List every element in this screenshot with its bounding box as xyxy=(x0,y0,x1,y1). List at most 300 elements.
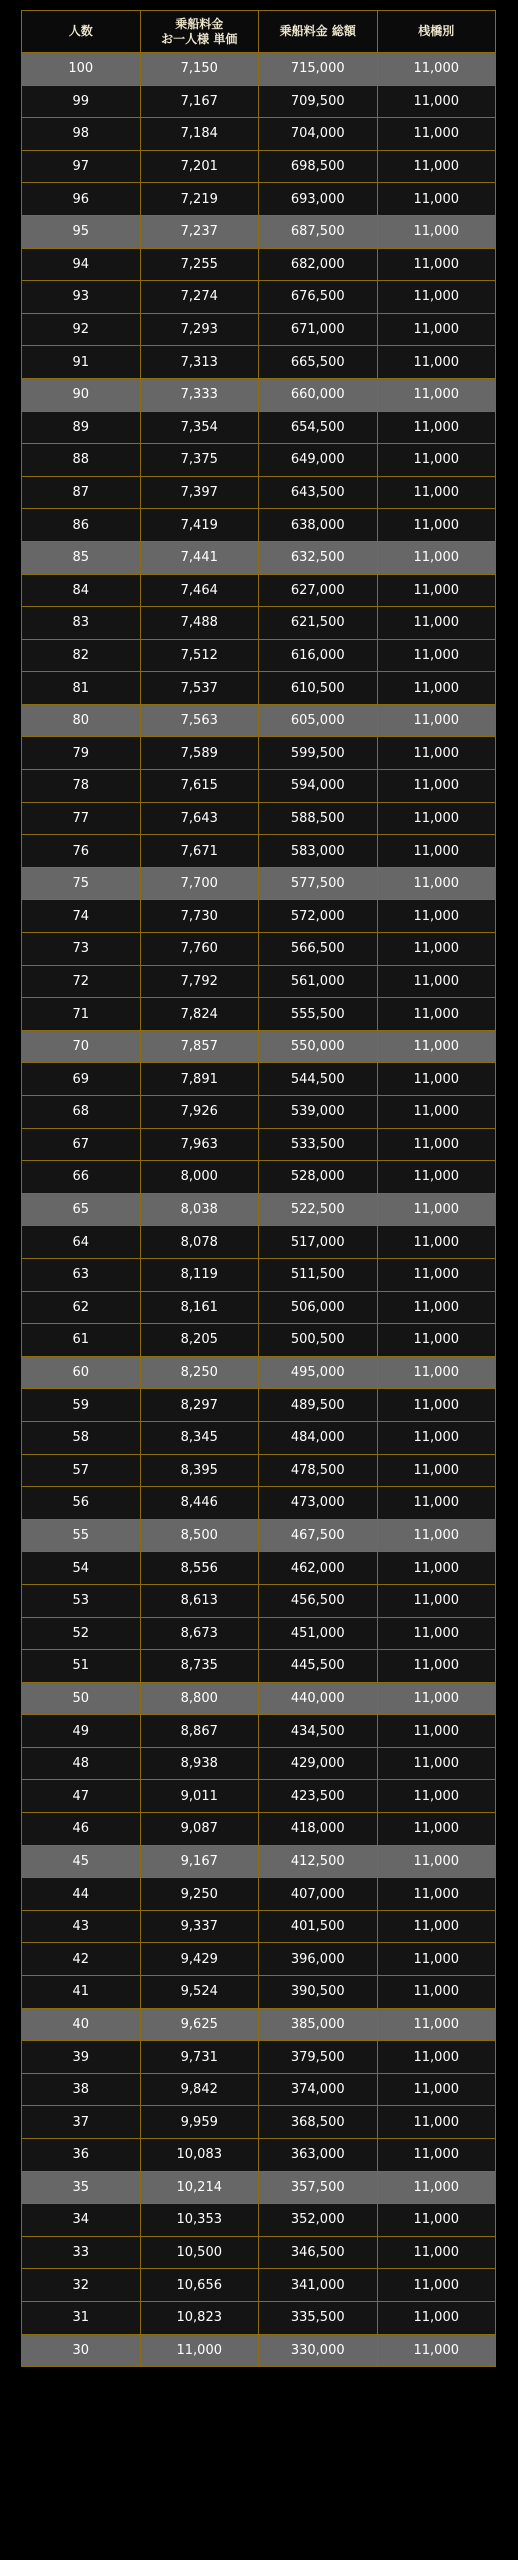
cell-total-fee: 616,000 xyxy=(259,639,378,672)
cell-people: 73 xyxy=(22,933,141,966)
cell-unit-price: 7,963 xyxy=(140,1128,259,1161)
cell-pier-fee: 11,000 xyxy=(377,2204,496,2237)
cell-pier-fee: 11,000 xyxy=(377,607,496,640)
cell-pier-fee: 11,000 xyxy=(377,53,496,86)
cell-total-fee: 330,000 xyxy=(259,2334,378,2367)
table-row xyxy=(22,411,496,444)
cell-total-fee: 682,000 xyxy=(259,248,378,281)
cell-total-fee: 693,000 xyxy=(259,183,378,216)
cell-total-fee: 418,000 xyxy=(259,1813,378,1846)
cell-people: 48 xyxy=(22,1747,141,1780)
cell-pier-fee: 11,000 xyxy=(377,313,496,346)
cell-people: 55 xyxy=(22,1519,141,1552)
cell-pier-fee: 11,000 xyxy=(377,672,496,705)
table-row xyxy=(22,1976,496,2009)
cell-unit-price: 9,087 xyxy=(140,1813,259,1846)
cell-pier-fee: 11,000 xyxy=(377,2301,496,2334)
cell-total-fee: 429,000 xyxy=(259,1747,378,1780)
cell-total-fee: 484,000 xyxy=(259,1421,378,1454)
cell-pier-fee: 11,000 xyxy=(377,1715,496,1748)
cell-people: 71 xyxy=(22,998,141,1031)
cell-pier-fee: 11,000 xyxy=(377,1976,496,2009)
cell-pier-fee: 11,000 xyxy=(377,770,496,803)
cell-total-fee: 539,000 xyxy=(259,1096,378,1129)
cell-unit-price: 7,643 xyxy=(140,802,259,835)
cell-people: 77 xyxy=(22,802,141,835)
table-row xyxy=(22,1128,496,1161)
cell-total-fee: 390,500 xyxy=(259,1976,378,2009)
cell-unit-price: 7,730 xyxy=(140,900,259,933)
cell-unit-price: 7,700 xyxy=(140,867,259,900)
cell-pier-fee: 11,000 xyxy=(377,1878,496,1911)
table-row xyxy=(22,1910,496,1943)
table-row xyxy=(22,1324,496,1357)
cell-unit-price: 7,419 xyxy=(140,509,259,542)
cell-pier-fee: 11,000 xyxy=(377,281,496,314)
cell-people: 76 xyxy=(22,835,141,868)
cell-people: 31 xyxy=(22,2301,141,2334)
cell-people: 64 xyxy=(22,1226,141,1259)
cell-unit-price: 8,250 xyxy=(140,1356,259,1389)
cell-unit-price: 7,150 xyxy=(140,53,259,86)
table-row xyxy=(22,444,496,477)
table-row xyxy=(22,1421,496,1454)
cell-people: 45 xyxy=(22,1845,141,1878)
cell-pier-fee: 11,000 xyxy=(377,183,496,216)
cell-total-fee: 462,000 xyxy=(259,1552,378,1585)
cell-pier-fee: 11,000 xyxy=(377,541,496,574)
table-row xyxy=(22,672,496,705)
cell-pier-fee: 11,000 xyxy=(377,346,496,379)
cell-total-fee: 368,500 xyxy=(259,2106,378,2139)
table-row xyxy=(22,965,496,998)
table-row xyxy=(22,150,496,183)
cell-people: 81 xyxy=(22,672,141,705)
cell-people: 36 xyxy=(22,2139,141,2172)
cell-unit-price: 10,083 xyxy=(140,2139,259,2172)
cell-unit-price: 8,867 xyxy=(140,1715,259,1748)
cell-total-fee: 599,500 xyxy=(259,737,378,770)
header-row xyxy=(22,11,496,53)
cell-total-fee: 621,500 xyxy=(259,607,378,640)
cell-people: 49 xyxy=(22,1715,141,1748)
price-table-container xyxy=(21,10,495,2367)
cell-people: 30 xyxy=(22,2334,141,2367)
cell-total-fee: 676,500 xyxy=(259,281,378,314)
cell-unit-price: 8,078 xyxy=(140,1226,259,1259)
cell-pier-fee: 11,000 xyxy=(377,1291,496,1324)
table-header xyxy=(22,11,496,53)
cell-people: 41 xyxy=(22,1976,141,2009)
cell-pier-fee: 11,000 xyxy=(377,2269,496,2302)
cell-people: 87 xyxy=(22,476,141,509)
cell-unit-price: 7,926 xyxy=(140,1096,259,1129)
cell-people: 40 xyxy=(22,2008,141,2041)
cell-people: 98 xyxy=(22,118,141,151)
cell-pier-fee: 11,000 xyxy=(377,900,496,933)
cell-people: 35 xyxy=(22,2171,141,2204)
table-row xyxy=(22,1584,496,1617)
table-row xyxy=(22,1813,496,1846)
cell-total-fee: 583,000 xyxy=(259,835,378,868)
cell-pier-fee: 11,000 xyxy=(377,998,496,1031)
cell-pier-fee: 11,000 xyxy=(377,704,496,737)
table-row xyxy=(22,1617,496,1650)
cell-pier-fee: 11,000 xyxy=(377,1552,496,1585)
table-row xyxy=(22,118,496,151)
cell-pier-fee: 11,000 xyxy=(377,1845,496,1878)
cell-people: 95 xyxy=(22,215,141,248)
cell-unit-price: 8,161 xyxy=(140,1291,259,1324)
cell-unit-price: 9,524 xyxy=(140,1976,259,2009)
table-row xyxy=(22,281,496,314)
cell-unit-price: 8,673 xyxy=(140,1617,259,1650)
cell-total-fee: 533,500 xyxy=(259,1128,378,1161)
table-row xyxy=(22,313,496,346)
cell-total-fee: 473,000 xyxy=(259,1487,378,1520)
cell-unit-price: 7,615 xyxy=(140,770,259,803)
cell-total-fee: 374,000 xyxy=(259,2073,378,2106)
cell-unit-price: 7,760 xyxy=(140,933,259,966)
cell-people: 34 xyxy=(22,2204,141,2237)
table-row xyxy=(22,2073,496,2106)
cell-people: 38 xyxy=(22,2073,141,2106)
table-row xyxy=(22,1193,496,1226)
header-people-label: 人数 xyxy=(68,24,93,38)
table-row xyxy=(22,607,496,640)
header-people xyxy=(22,11,141,53)
table-row xyxy=(22,1096,496,1129)
cell-people: 62 xyxy=(22,1291,141,1324)
cell-unit-price: 7,201 xyxy=(140,150,259,183)
cell-unit-price: 7,441 xyxy=(140,541,259,574)
cell-unit-price: 7,255 xyxy=(140,248,259,281)
cell-people: 93 xyxy=(22,281,141,314)
cell-unit-price: 7,333 xyxy=(140,378,259,411)
cell-people: 88 xyxy=(22,444,141,477)
cell-people: 65 xyxy=(22,1193,141,1226)
cell-people: 44 xyxy=(22,1878,141,1911)
cell-unit-price: 8,556 xyxy=(140,1552,259,1585)
cell-pier-fee: 11,000 xyxy=(377,867,496,900)
cell-unit-price: 9,625 xyxy=(140,2008,259,2041)
boarding-fee-table xyxy=(21,10,496,2367)
cell-pier-fee: 11,000 xyxy=(377,1454,496,1487)
cell-total-fee: 709,500 xyxy=(259,85,378,118)
cell-people: 67 xyxy=(22,1128,141,1161)
cell-people: 92 xyxy=(22,313,141,346)
cell-people: 94 xyxy=(22,248,141,281)
cell-pier-fee: 11,000 xyxy=(377,1682,496,1715)
table-row xyxy=(22,541,496,574)
cell-people: 72 xyxy=(22,965,141,998)
cell-pier-fee: 11,000 xyxy=(377,85,496,118)
cell-unit-price: 8,800 xyxy=(140,1682,259,1715)
table-row xyxy=(22,1291,496,1324)
cell-unit-price: 9,959 xyxy=(140,2106,259,2139)
table-row xyxy=(22,933,496,966)
cell-total-fee: 649,000 xyxy=(259,444,378,477)
cell-pier-fee: 11,000 xyxy=(377,1389,496,1422)
cell-unit-price: 9,842 xyxy=(140,2073,259,2106)
cell-people: 51 xyxy=(22,1650,141,1683)
table-row xyxy=(22,2301,496,2334)
cell-pier-fee: 11,000 xyxy=(377,1096,496,1129)
cell-pier-fee: 11,000 xyxy=(377,1487,496,1520)
cell-unit-price: 8,613 xyxy=(140,1584,259,1617)
cell-unit-price: 7,792 xyxy=(140,965,259,998)
cell-total-fee: 555,500 xyxy=(259,998,378,1031)
cell-people: 66 xyxy=(22,1161,141,1194)
cell-unit-price: 10,500 xyxy=(140,2236,259,2269)
cell-unit-price: 7,563 xyxy=(140,704,259,737)
cell-people: 42 xyxy=(22,1943,141,1976)
header-total-fee-label: 乗船料金 総額 xyxy=(279,24,356,38)
cell-pier-fee: 11,000 xyxy=(377,476,496,509)
cell-total-fee: 401,500 xyxy=(259,1910,378,1943)
cell-people: 50 xyxy=(22,1682,141,1715)
cell-pier-fee: 11,000 xyxy=(377,1226,496,1259)
table-body xyxy=(22,53,496,2367)
cell-unit-price: 8,119 xyxy=(140,1258,259,1291)
cell-total-fee: 456,500 xyxy=(259,1584,378,1617)
cell-total-fee: 522,500 xyxy=(259,1193,378,1226)
table-row xyxy=(22,2171,496,2204)
cell-total-fee: 379,500 xyxy=(259,2041,378,2074)
cell-unit-price: 11,000 xyxy=(140,2334,259,2367)
cell-unit-price: 7,313 xyxy=(140,346,259,379)
cell-pier-fee: 11,000 xyxy=(377,248,496,281)
cell-total-fee: 335,500 xyxy=(259,2301,378,2334)
cell-people: 53 xyxy=(22,1584,141,1617)
table-row xyxy=(22,2334,496,2367)
cell-unit-price: 8,297 xyxy=(140,1389,259,1422)
cell-people: 97 xyxy=(22,150,141,183)
cell-people: 99 xyxy=(22,85,141,118)
cell-people: 47 xyxy=(22,1780,141,1813)
cell-unit-price: 8,000 xyxy=(140,1161,259,1194)
table-row xyxy=(22,900,496,933)
cell-unit-price: 7,512 xyxy=(140,639,259,672)
table-row xyxy=(22,1161,496,1194)
cell-total-fee: 434,500 xyxy=(259,1715,378,1748)
table-row xyxy=(22,1552,496,1585)
cell-pier-fee: 11,000 xyxy=(377,835,496,868)
cell-total-fee: 627,000 xyxy=(259,574,378,607)
cell-pier-fee: 11,000 xyxy=(377,411,496,444)
cell-total-fee: 517,000 xyxy=(259,1226,378,1259)
table-row xyxy=(22,1030,496,1063)
cell-total-fee: 506,000 xyxy=(259,1291,378,1324)
cell-total-fee: 500,500 xyxy=(259,1324,378,1357)
cell-pier-fee: 11,000 xyxy=(377,2008,496,2041)
cell-unit-price: 8,205 xyxy=(140,1324,259,1357)
cell-total-fee: 423,500 xyxy=(259,1780,378,1813)
cell-total-fee: 412,500 xyxy=(259,1845,378,1878)
cell-total-fee: 577,500 xyxy=(259,867,378,900)
cell-pier-fee: 11,000 xyxy=(377,2073,496,2106)
cell-pier-fee: 11,000 xyxy=(377,2041,496,2074)
table-row xyxy=(22,378,496,411)
cell-total-fee: 445,500 xyxy=(259,1650,378,1683)
cell-pier-fee: 11,000 xyxy=(377,2106,496,2139)
cell-unit-price: 8,038 xyxy=(140,1193,259,1226)
cell-pier-fee: 11,000 xyxy=(377,1584,496,1617)
cell-people: 57 xyxy=(22,1454,141,1487)
table-row xyxy=(22,346,496,379)
cell-pier-fee: 11,000 xyxy=(377,2334,496,2367)
cell-unit-price: 7,354 xyxy=(140,411,259,444)
cell-unit-price: 10,353 xyxy=(140,2204,259,2237)
cell-pier-fee: 11,000 xyxy=(377,1193,496,1226)
cell-pier-fee: 11,000 xyxy=(377,639,496,672)
cell-unit-price: 7,237 xyxy=(140,215,259,248)
table-row xyxy=(22,835,496,868)
table-row xyxy=(22,1650,496,1683)
cell-people: 60 xyxy=(22,1356,141,1389)
table-row xyxy=(22,509,496,542)
table-row xyxy=(22,639,496,672)
cell-people: 84 xyxy=(22,574,141,607)
header-unit-price-line1: 乗船料金 xyxy=(175,16,224,31)
cell-pier-fee: 11,000 xyxy=(377,1813,496,1846)
cell-unit-price: 7,375 xyxy=(140,444,259,477)
table-row xyxy=(22,770,496,803)
table-row xyxy=(22,1487,496,1520)
header-unit-price xyxy=(140,11,259,53)
cell-people: 46 xyxy=(22,1813,141,1846)
cell-unit-price: 7,589 xyxy=(140,737,259,770)
table-row xyxy=(22,183,496,216)
cell-people: 56 xyxy=(22,1487,141,1520)
table-row xyxy=(22,704,496,737)
cell-people: 69 xyxy=(22,1063,141,1096)
table-row xyxy=(22,1063,496,1096)
cell-unit-price: 8,938 xyxy=(140,1747,259,1780)
cell-total-fee: 643,500 xyxy=(259,476,378,509)
cell-pier-fee: 11,000 xyxy=(377,933,496,966)
cell-total-fee: 632,500 xyxy=(259,541,378,574)
cell-unit-price: 9,250 xyxy=(140,1878,259,1911)
table-row xyxy=(22,476,496,509)
cell-unit-price: 8,446 xyxy=(140,1487,259,1520)
cell-total-fee: 704,000 xyxy=(259,118,378,151)
table-row xyxy=(22,1780,496,1813)
cell-people: 75 xyxy=(22,867,141,900)
table-row xyxy=(22,1258,496,1291)
table-row xyxy=(22,1943,496,1976)
cell-unit-price: 7,219 xyxy=(140,183,259,216)
cell-unit-price: 7,891 xyxy=(140,1063,259,1096)
table-row xyxy=(22,2008,496,2041)
cell-people: 82 xyxy=(22,639,141,672)
table-row xyxy=(22,215,496,248)
table-row xyxy=(22,737,496,770)
cell-total-fee: 407,000 xyxy=(259,1878,378,1911)
cell-total-fee: 357,500 xyxy=(259,2171,378,2204)
cell-total-fee: 352,000 xyxy=(259,2204,378,2237)
cell-total-fee: 467,500 xyxy=(259,1519,378,1552)
cell-total-fee: 561,000 xyxy=(259,965,378,998)
cell-total-fee: 715,000 xyxy=(259,53,378,86)
cell-people: 80 xyxy=(22,704,141,737)
cell-total-fee: 605,000 xyxy=(259,704,378,737)
cell-unit-price: 7,167 xyxy=(140,85,259,118)
table-row xyxy=(22,1454,496,1487)
cell-pier-fee: 11,000 xyxy=(377,1747,496,1780)
cell-people: 68 xyxy=(22,1096,141,1129)
table-row xyxy=(22,1519,496,1552)
table-row xyxy=(22,2236,496,2269)
cell-pier-fee: 11,000 xyxy=(377,574,496,607)
cell-total-fee: 440,000 xyxy=(259,1682,378,1715)
cell-unit-price: 9,731 xyxy=(140,2041,259,2074)
cell-pier-fee: 11,000 xyxy=(377,118,496,151)
cell-unit-price: 9,429 xyxy=(140,1943,259,1976)
cell-unit-price: 10,656 xyxy=(140,2269,259,2302)
cell-people: 83 xyxy=(22,607,141,640)
cell-pier-fee: 11,000 xyxy=(377,1780,496,1813)
cell-people: 61 xyxy=(22,1324,141,1357)
table-row xyxy=(22,998,496,1031)
cell-people: 90 xyxy=(22,378,141,411)
cell-pier-fee: 11,000 xyxy=(377,802,496,835)
cell-unit-price: 9,011 xyxy=(140,1780,259,1813)
table-row xyxy=(22,1715,496,1748)
cell-pier-fee: 11,000 xyxy=(377,1943,496,1976)
cell-unit-price: 9,167 xyxy=(140,1845,259,1878)
table-row xyxy=(22,2204,496,2237)
cell-unit-price: 9,337 xyxy=(140,1910,259,1943)
cell-pier-fee: 11,000 xyxy=(377,1128,496,1161)
cell-unit-price: 8,735 xyxy=(140,1650,259,1683)
cell-total-fee: 588,500 xyxy=(259,802,378,835)
cell-total-fee: 550,000 xyxy=(259,1030,378,1063)
cell-pier-fee: 11,000 xyxy=(377,965,496,998)
cell-total-fee: 638,000 xyxy=(259,509,378,542)
header-unit-price-line2: お一人様 単価 xyxy=(161,31,238,46)
table-row xyxy=(22,1845,496,1878)
cell-total-fee: 687,500 xyxy=(259,215,378,248)
table-row xyxy=(22,2106,496,2139)
cell-people: 59 xyxy=(22,1389,141,1422)
cell-pier-fee: 11,000 xyxy=(377,215,496,248)
cell-total-fee: 671,000 xyxy=(259,313,378,346)
cell-unit-price: 10,214 xyxy=(140,2171,259,2204)
table-row xyxy=(22,53,496,86)
cell-unit-price: 7,824 xyxy=(140,998,259,1031)
cell-people: 37 xyxy=(22,2106,141,2139)
cell-people: 58 xyxy=(22,1421,141,1454)
cell-pier-fee: 11,000 xyxy=(377,1519,496,1552)
table-row xyxy=(22,2139,496,2172)
header-pier xyxy=(377,11,496,53)
cell-people: 52 xyxy=(22,1617,141,1650)
cell-pier-fee: 11,000 xyxy=(377,2171,496,2204)
cell-total-fee: 654,500 xyxy=(259,411,378,444)
cell-pier-fee: 11,000 xyxy=(377,444,496,477)
cell-total-fee: 396,000 xyxy=(259,1943,378,1976)
table-row xyxy=(22,1747,496,1780)
cell-total-fee: 363,000 xyxy=(259,2139,378,2172)
table-row xyxy=(22,1389,496,1422)
table-row xyxy=(22,1878,496,1911)
cell-people: 63 xyxy=(22,1258,141,1291)
cell-total-fee: 698,500 xyxy=(259,150,378,183)
cell-unit-price: 7,293 xyxy=(140,313,259,346)
table-row xyxy=(22,802,496,835)
cell-unit-price: 7,857 xyxy=(140,1030,259,1063)
